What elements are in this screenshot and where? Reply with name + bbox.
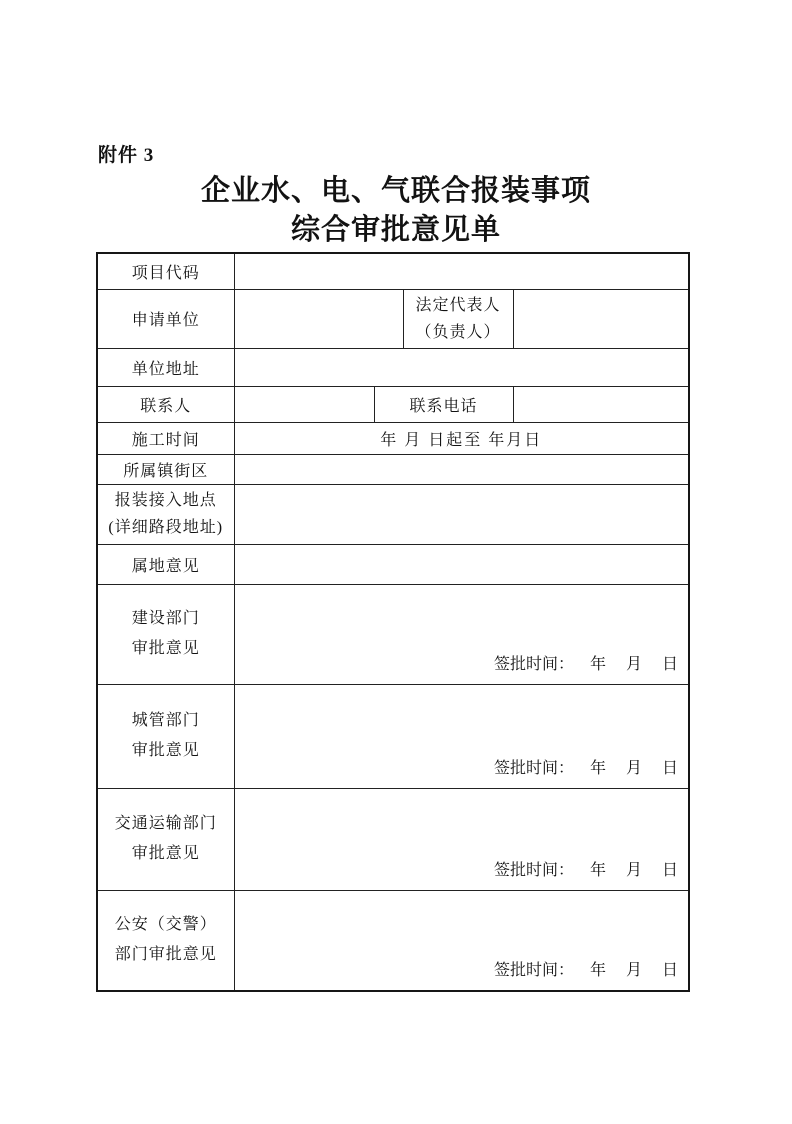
unit-address-label: 单位地址 bbox=[97, 348, 234, 386]
transport-dept-label-line2: 审批意见 bbox=[131, 845, 200, 862]
document-title bbox=[0, 172, 792, 250]
urban-mgmt-dept-label-line1: 城管部门 bbox=[131, 712, 200, 729]
construction-dept-label-line2: 审批意见 bbox=[131, 640, 200, 657]
urban-mgmt-dept-label bbox=[97, 684, 234, 788]
local-opinion-row bbox=[97, 544, 689, 584]
legal-representative-label bbox=[403, 289, 513, 348]
document-title-line2: 综合审批意见单 bbox=[290, 214, 501, 246]
construction-time-value-cell: 年 月 日起至 年月日 bbox=[234, 422, 689, 454]
local-opinion-value-cell bbox=[234, 544, 689, 584]
police-dept-sign-time-label: 签批时间： bbox=[493, 962, 574, 979]
town-district-value-cell bbox=[234, 454, 689, 484]
attachment-label: 附件 3 bbox=[98, 145, 155, 166]
unit-address-value-cell bbox=[234, 348, 689, 386]
access-location-row bbox=[97, 484, 689, 544]
applicant-value-cell bbox=[234, 289, 403, 348]
access-location-label bbox=[97, 484, 234, 544]
access-location-label-line1: 报装接入地点 bbox=[114, 492, 217, 509]
town-district-row bbox=[97, 454, 689, 484]
construction-time-label: 施工时间 bbox=[97, 422, 234, 454]
contact-phone-label: 联系电话 bbox=[374, 386, 513, 422]
project-code-label: 项目代码 bbox=[97, 253, 234, 289]
construction-dept-sign-date-placeholder: 年 月 日 bbox=[589, 655, 680, 673]
urban-mgmt-dept-sign-time-label: 签批时间： bbox=[493, 759, 574, 777]
transport-dept-approval-row bbox=[97, 788, 689, 890]
police-dept-sign-date-placeholder: 年 月 日 bbox=[589, 962, 680, 979]
transport-dept-sign-time-label: 签批时间： bbox=[493, 861, 574, 879]
construction-dept-approval-row bbox=[97, 584, 689, 684]
legal-representative-value-cell bbox=[513, 289, 689, 348]
construction-time-row bbox=[97, 422, 689, 454]
construction-dept-label bbox=[97, 584, 234, 684]
transport-dept-label-line1: 交通运输部门 bbox=[114, 815, 217, 832]
urban-mgmt-dept-sign-date-placeholder: 年 月 日 bbox=[589, 759, 680, 777]
access-location-value-cell bbox=[234, 484, 689, 544]
contact-person-value-cell bbox=[234, 386, 374, 422]
contact-person-label: 联系人 bbox=[97, 386, 234, 422]
construction-dept-label-line1: 建设部门 bbox=[131, 610, 200, 627]
urban-mgmt-dept-approval-row bbox=[97, 684, 689, 788]
contact-row bbox=[97, 386, 689, 422]
applicant-row bbox=[97, 289, 689, 348]
approval-form-table bbox=[96, 252, 690, 992]
construction-dept-opinion-cell bbox=[234, 584, 689, 684]
applicant-label: 申请单位 bbox=[97, 289, 234, 348]
legal-representative-label-line2: （负责人） bbox=[415, 323, 501, 341]
transport-dept-sign-date-placeholder: 年 月 日 bbox=[589, 861, 680, 879]
police-dept-label-line1: 公安（交警） bbox=[114, 916, 217, 934]
local-opinion-label: 属地意见 bbox=[97, 544, 234, 584]
document-title-line1: 企业水、电、气联合报装事项 bbox=[200, 175, 591, 207]
transport-dept-label bbox=[97, 788, 234, 890]
project-code-value-cell bbox=[234, 253, 689, 289]
legal-representative-label-line1: 法定代表人 bbox=[415, 296, 501, 314]
urban-mgmt-dept-opinion-cell bbox=[234, 684, 689, 788]
access-location-label-line2: (详细路段地址) bbox=[108, 519, 224, 536]
transport-dept-opinion-cell bbox=[234, 788, 689, 890]
construction-dept-sign-time-label: 签批时间： bbox=[493, 655, 574, 673]
unit-address-row bbox=[97, 348, 689, 386]
police-dept-opinion-cell bbox=[234, 890, 689, 991]
town-district-label: 所属镇街区 bbox=[97, 454, 234, 484]
police-dept-label-line2: 部门审批意见 bbox=[114, 946, 217, 964]
police-dept-approval-row bbox=[97, 890, 689, 991]
contact-phone-value-cell bbox=[513, 386, 689, 422]
police-dept-label bbox=[97, 890, 234, 991]
urban-mgmt-dept-label-line2: 审批意见 bbox=[131, 742, 200, 759]
project-code-row bbox=[97, 253, 689, 289]
